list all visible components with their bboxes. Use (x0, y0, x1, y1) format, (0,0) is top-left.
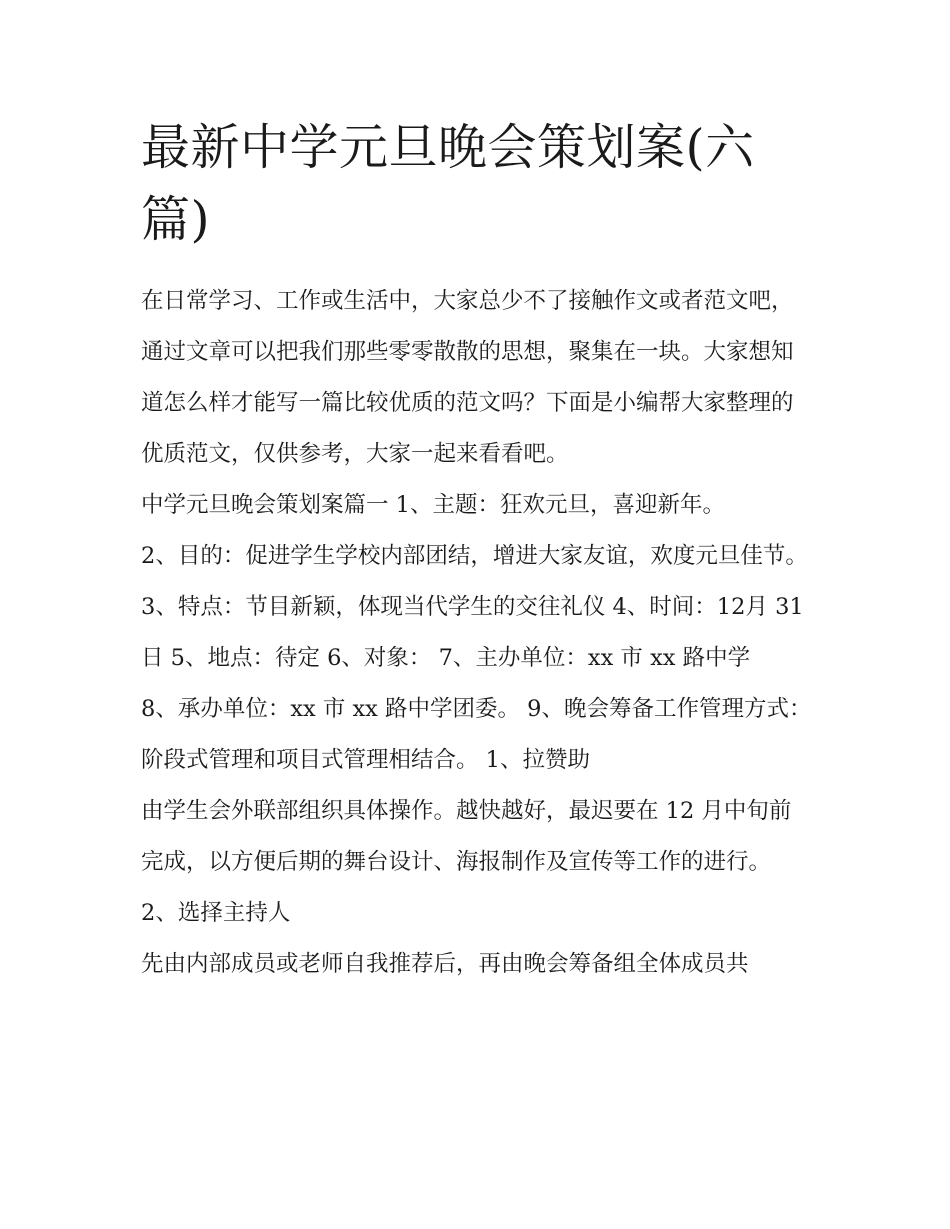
paragraph-host-selection: 先由内部成员或老师自我推荐后，再由晚会筹备组全体成员共 (141, 951, 749, 977)
paragraph-purpose: 2、目的：促进学生学校内部团结，增进大家友谊，欢度元旦佳节。 (141, 543, 808, 569)
paragraph-details: 3、特点：节目新颖，体现当代学生的交往礼仪 4、时间：12月 31 日 5、地点：待定 6、对象： 7、主办单位：xx 市 xx 路中学 (141, 594, 811, 671)
paragraph-intro: 在日常学习、工作或生活中，大家总少不了接触作文或者范文吧，通过文章可以把我们那些零零散散的思想，聚集在一块。大家想知道怎么样才能写一篇比较优质的范文吗？下面是小编帮大家整理的优质范文，仅供参考，大家一起来看看吧。 (141, 288, 794, 467)
paragraph-organizer: 8、承办单位：xx 市 xx 路中学团委。 9、晚会筹备工作管理方式：阶段式管理和项目式管理相结合。 1、拉赞助 (141, 696, 812, 773)
document-page (141, 112, 813, 990)
paragraph-sponsorship: 由学生会外联部组织具体操作。越快越好，最迟要在 12 月中旬前完成，以方便后期的舞台设计、海报制作及宣传等工作的进行。 2、选择主持人 (141, 798, 792, 926)
paragraph-theme: 中学元旦晚会策划案篇一 1、主题：狂欢元旦，喜迎新年。 (141, 492, 725, 518)
document-title: 最新中学元旦晚会策划案(六篇) (141, 119, 755, 248)
document-body (141, 276, 813, 990)
